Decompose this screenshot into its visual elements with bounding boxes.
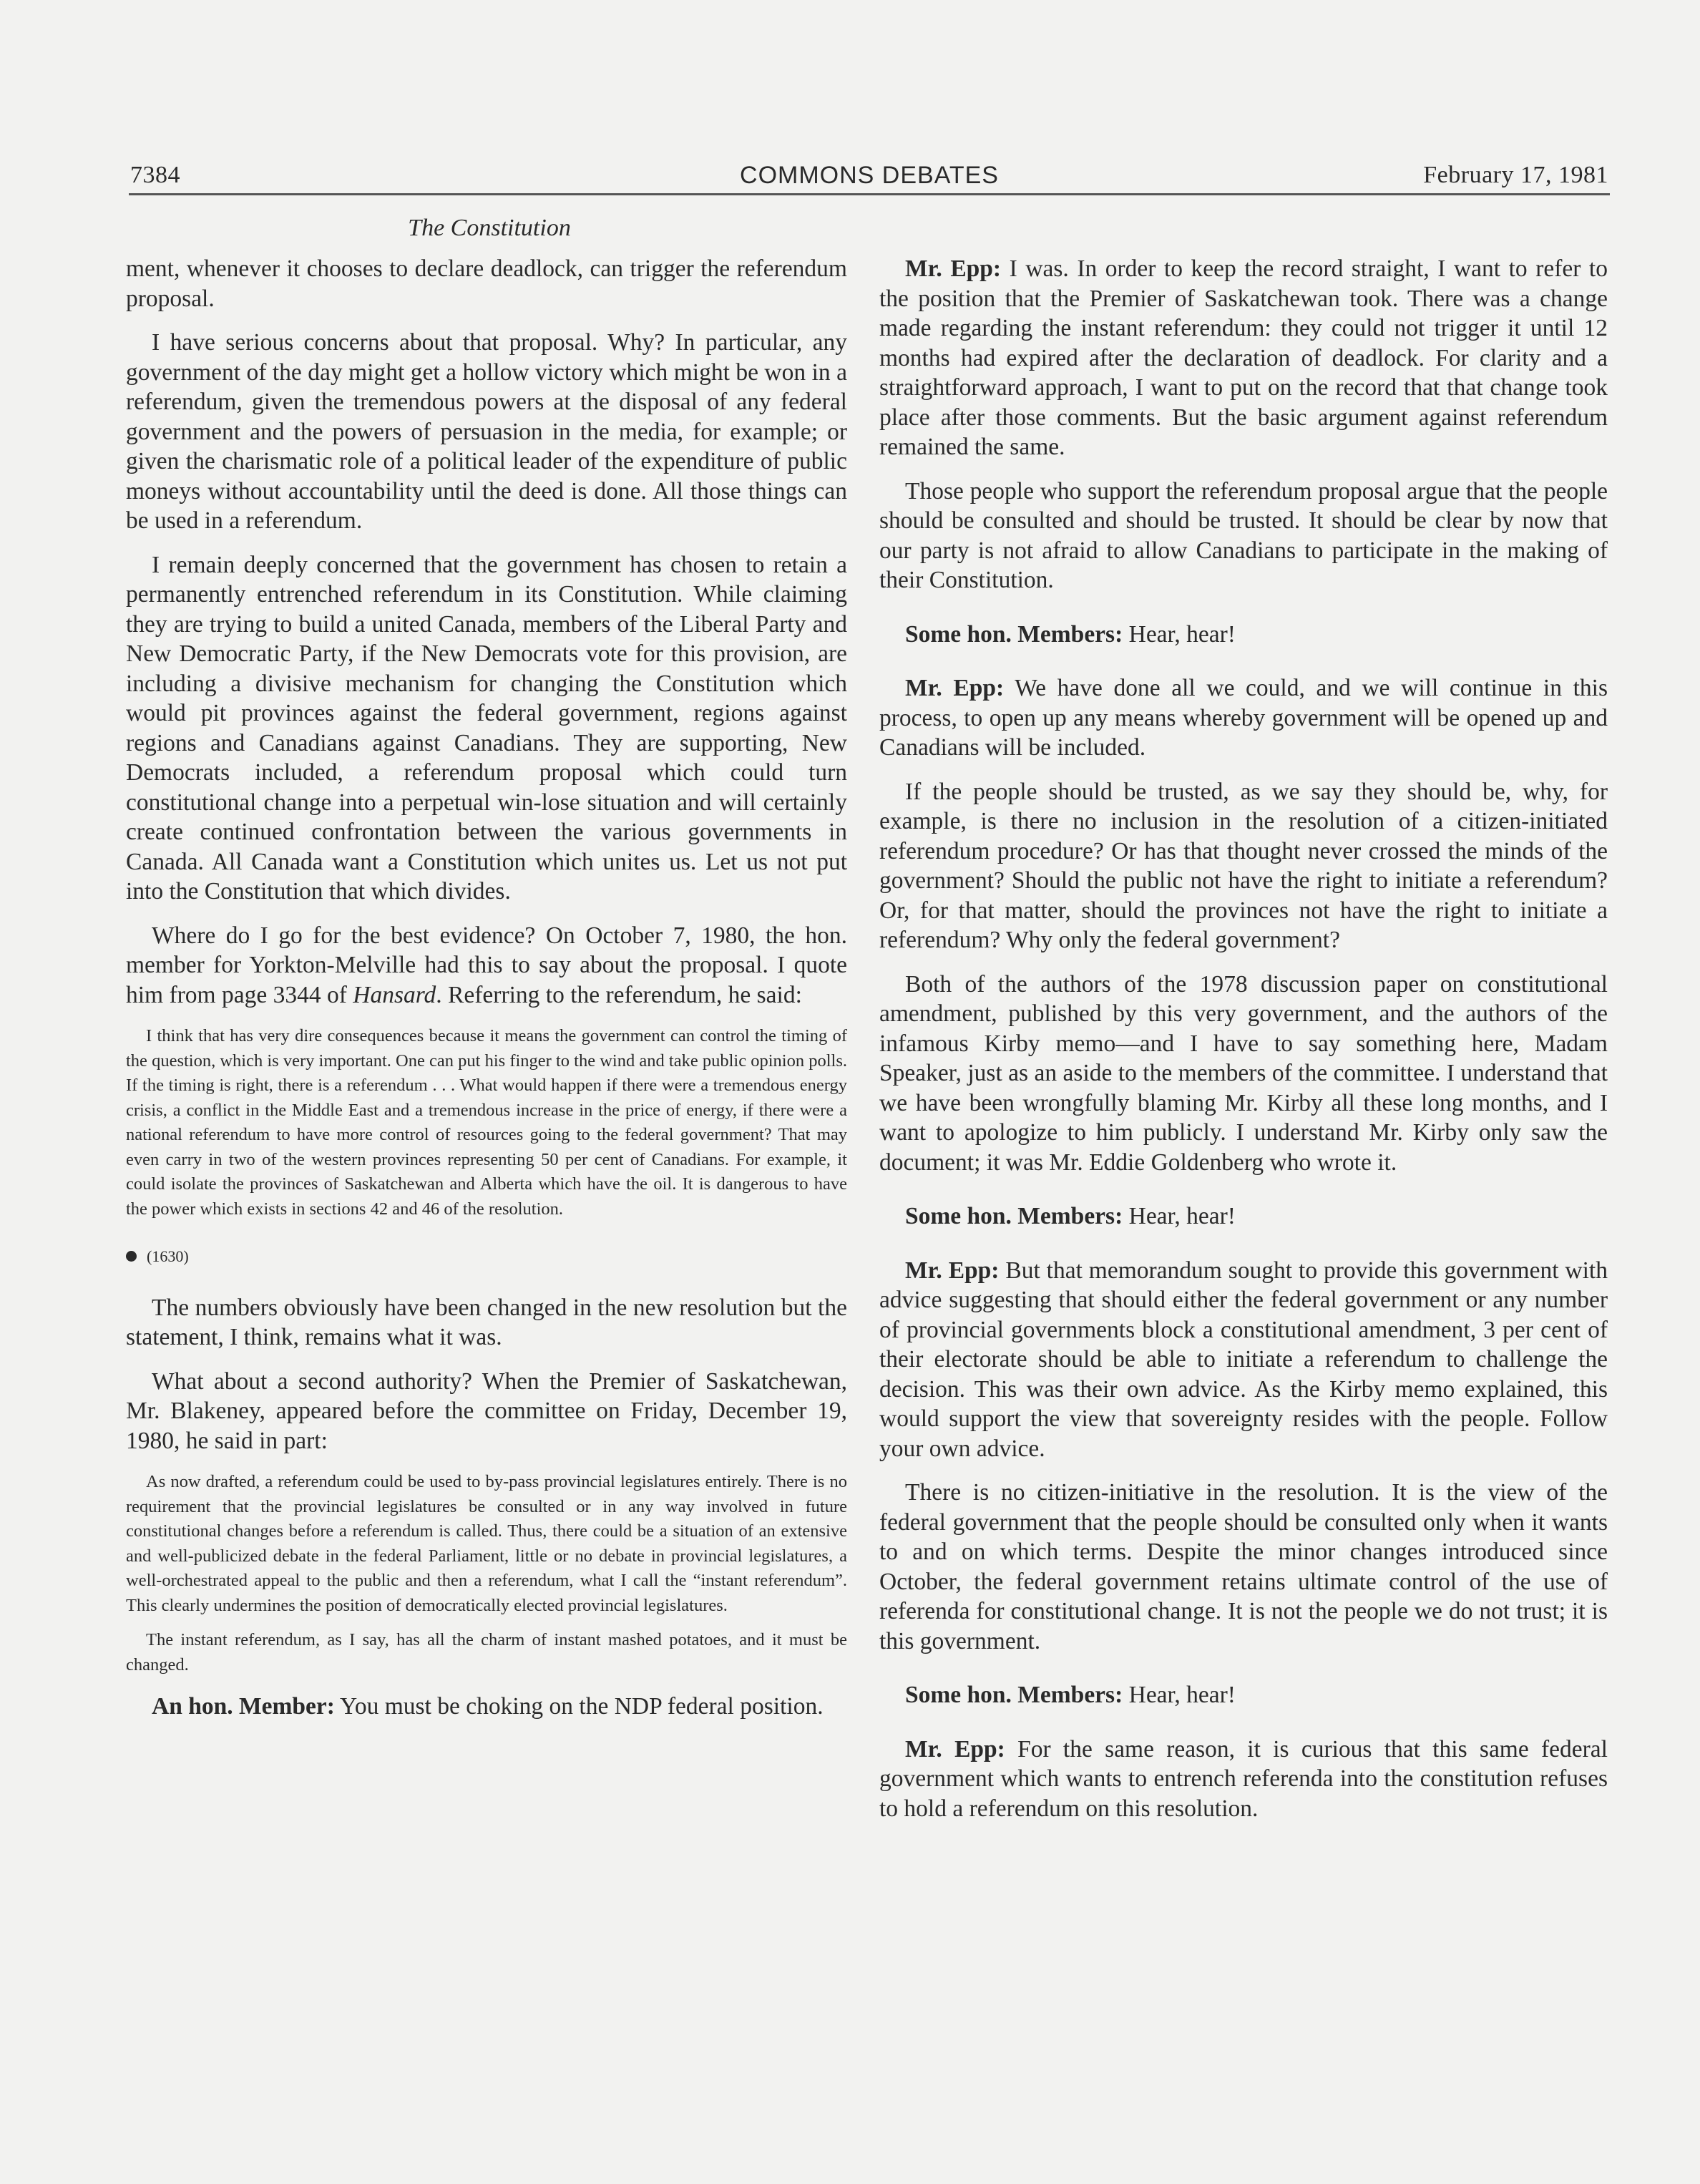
paragraph: The numbers obviously have been changed in the new resolution but the statement, I think, remains what it was. (126, 1294, 847, 1350)
speech-paragraph (879, 254, 1608, 462)
left-column (126, 254, 847, 1736)
section-subject: The Constitution (408, 215, 571, 241)
right-column (879, 254, 1608, 1838)
hansard-reference: Hansard (353, 981, 436, 1008)
paragraph: I remain deeply concerned that the government has chosen to retain a permanently entrenched referendum in its Constitution. While claiming they are trying to build a united Canada, members of the Liberal Party and New Democratic Party, if the New Democrats vote for this provision, are including a divisive mechanism for changing the Constitution which would pit provinces against the federal government, regions against regions and Canadians against Canadians. They are supporting, New Democrats included, a referendum proposal which could turn constitutional change into a perpetual win-lose situation and will certainly create continued confrontation between the various governments in Canada. All Canada want a Constitution which unites us. Let us not put into the Constitution that which divides. (126, 551, 847, 905)
speech-paragraph (126, 1692, 847, 1722)
block-quote: As now drafted, a referendum could be used to by-pass provincial legislatures entirely. There is no requirement that the provincial legislatures be consulted or in any way involved in future constitutional changes before a referendum is called. Thus, there could be a situation of an extensive and well-publicized debate in the federal Parliament, little or no debate in provincial legislatures, a well-orchestrated appeal to the public and then a referendum, what I call the “instant referendum”. This clearly undermines the position of democratically elected provincial legislatures. (126, 1472, 847, 1615)
interjection (879, 620, 1608, 650)
speaker-name: Mr. Epp: (905, 675, 1005, 701)
paragraph-text: Where do I go for the best evidence? On October 7, 1980, the hon. member for Yorkton-Melville had this to say about the proposal. I quote him from page 3344 of (126, 922, 847, 1008)
paragraph (126, 921, 847, 1010)
speaker-name: Mr. Epp: (905, 1257, 1000, 1284)
interjection-text: Hear, hear! (1123, 1203, 1236, 1229)
speaker-name: An hon. Member: (152, 1693, 335, 1720)
page-header (129, 160, 1610, 195)
speaker-name: Some hon. Members: (905, 1203, 1123, 1229)
block-quote: The instant referendum, as I say, has all the charm of instant mashed potatoes, and it must be changed. (126, 1630, 847, 1674)
publication-title: COMMONS DEBATES (740, 162, 999, 189)
publication-date: February 17, 1981 (1423, 162, 1608, 188)
speech-text: But that memorandum sought to provide this government with advice suggesting that should either the federal government or any number of provincial governments block a constitutional amendment, 3 per cent of their electorate should be able to initiate a referendum to challenge the decision. This was their own advice. As the Kirby memo explained, this would support the view that sovereignty resides with the people. Follow your own advice. (879, 1257, 1608, 1462)
interjection (879, 1201, 1608, 1232)
paragraph: I have serious concerns about that proposal. Why? In particular, any government of the day might get a hollow victory which might be won in a referendum, given the tremendous powers at the disposal of any federal government and the powers of persuasion in the media, for example; or given the charismatic role of a political leader of the expenditure of public moneys without accountability until the deed is done. All those things can be used in a referendum. (126, 329, 847, 534)
speaker-name: Some hon. Members: (905, 1682, 1123, 1708)
bullet-dot-icon (126, 1251, 137, 1262)
speech-text: I was. In order to keep the record straight, I want to refer to the position that the Premier of Saskatchewan took. There was a change made regarding the instant referendum: they could not trigger it until 12 months had expired after the declaration of deadlock. For clarity and a straightforward approach, I want to put on the record that that change took place after those comments. But the basic argument against referendum remained the same. (879, 255, 1608, 460)
speech-paragraph (879, 1256, 1608, 1464)
paragraph: There is no citizen-initiative in the resolution. It is the view of the federal government that the people should be consulted only when it wants to and on which terms. Despite the minor changes introduced since October, the federal government retains ultimate control of the use of referenda for constitutional change. It is not the people we do not trust; it is this government. (879, 1479, 1608, 1654)
interjection-text: Hear, hear! (1123, 620, 1236, 648)
interjection-text: Hear, hear! (1123, 1682, 1236, 1708)
speech-text: We have done all we could, and we will continue in this process, to open up any means whereby government will be opened up and Canadians will be included. (879, 675, 1608, 761)
paragraph: Both of the authors of the 1978 discussion paper on constitutional amendment, published by this very government, and the authors of the infamous Kirby memo—and I have to say something here, Madam Speaker, just as an aside to the members of the committee. I understand that we have been wrongfully blaming Mr. Kirby all these long months, and I want to apologize to him publicly. I understand Mr. Kirby only saw the document; it was Mr. Eddie Goldenberg who wrote it. (879, 970, 1608, 1176)
paragraph: If the people should be trusted, as we say they should be, why, for example, is there no inclusion in the resolution of a citizen-initiated referendum procedure? Or has that thought never crossed the minds of the government? Should the public not have the right to initiate a referendum? Or, for that matter, should the provinces not have the right to initiate a referendum? Why only the federal government? (879, 778, 1608, 953)
interjection (879, 1680, 1608, 1710)
paragraph-text: . Referring to the referendum, he said: (436, 981, 802, 1008)
speech-text: You must be choking on the NDP federal position. (334, 1693, 824, 1720)
speech-paragraph (879, 673, 1608, 763)
speaker-name: Mr. Epp: (905, 255, 1002, 282)
speech-text: For the same reason, it is curious that this same federal government which wants to entrench referenda into the constitution refuses to hold a referendum on this resolution. (879, 1735, 1608, 1822)
page-number: 7384 (130, 162, 180, 188)
speaker-name: Some hon. Members: (905, 620, 1123, 648)
speech-paragraph (879, 1735, 1608, 1824)
time-marker (126, 1242, 847, 1272)
paragraph: What about a second authority? When the Premier of Saskatchewan, Mr. Blakeney, appeared before the committee on Friday, December 19, 1980, he said in part: (126, 1368, 847, 1454)
paragraph: Those people who support the referendum proposal argue that the people should be consulted and should be trusted. It should be clear by now that our party is not afraid to allow Canadians to participate in the making of their Constitution. (879, 477, 1608, 593)
paragraph: ment, whenever it chooses to declare deadlock, can trigger the referendum proposal. (126, 255, 847, 312)
speaker-name: Mr. Epp: (905, 1735, 1005, 1763)
time-marker-text: (1630) (147, 1247, 189, 1265)
block-quote: I think that has very dire consequences because it means the government can control the timing of the question, which is very important. One can put his finger to the wind and take public opinion polls. If the timing is right, there is a referendum . . . What would happen if there were a tremendous energy crisis, a conflict in the Middle East and a tremendous increase in the price of energy, if there were a national referendum to have more control of resources going to the federal government? That may even carry in two of the western provinces representing 50 per cent of Canadians. For example, it could isolate the provinces of Saskatchewan and Alberta which have the oil. It is dangerous to have the power which exists in sections 42 and 46 of the resolution. (126, 1026, 847, 1219)
